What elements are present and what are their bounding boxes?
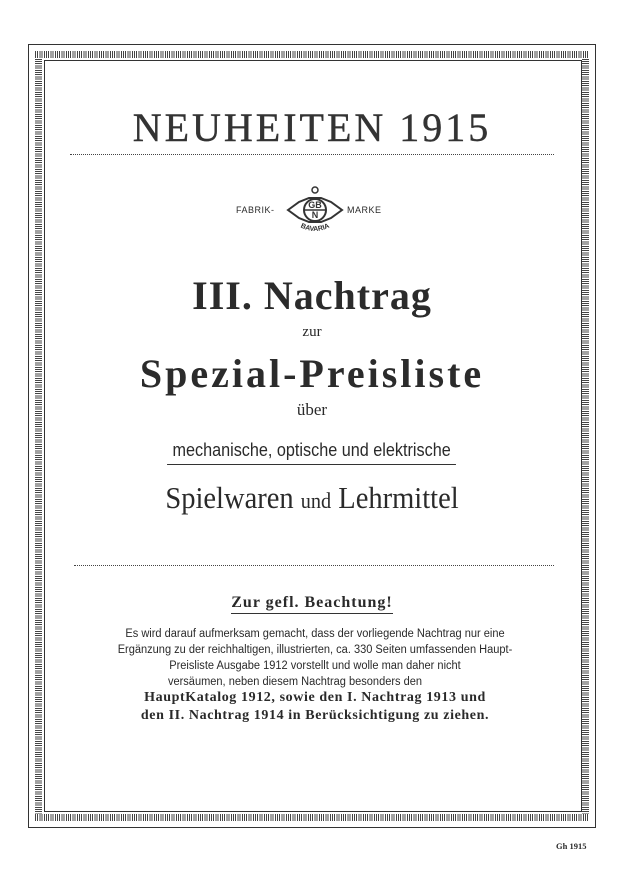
svg-text:BAVARIA: BAVARIA: [299, 222, 331, 234]
notice-line-4: versäumen, neben diesem Nachtrag besonders den: [167, 676, 423, 688]
notice-line-6: den II. Nachtrag 1914 in Berücksichtigung zu ziehen.: [140, 708, 490, 723]
subject-line: [25, 480, 599, 516]
notice-line-1: Es wird darauf aufmerksam gemacht, dass der vorliegende Nachtrag nur eine: [125, 628, 505, 640]
subject-lehrmittel: Lehrmittel: [338, 480, 459, 515]
notice-line-5: HauptKatalog 1912, sowie den I. Nachtrag 1913 und: [144, 690, 486, 705]
top-dotted-divider: [70, 154, 554, 155]
supplement-title: III. Nachtrag: [192, 273, 432, 318]
category-line: mechanische, optische und elektrische: [167, 440, 456, 465]
notice-line-2: Ergänzung zu der reichhaltigen, illustrierten, ca. 330 Seiten umfassenden Haupt-: [117, 644, 513, 656]
svg-text:N: N: [311, 210, 319, 220]
notice-heading: Zur gefl. Beachtung!: [231, 594, 392, 614]
subject-spielwaren: Spielwaren: [165, 480, 294, 515]
svg-text:GB: GB: [308, 200, 322, 210]
print-code: Gh 1915: [556, 841, 587, 851]
notice-heading-wrapper: [0, 594, 624, 614]
notice-line-3: Preisliste Ausgabe 1912 vorstellt und wolle man daher nicht: [169, 660, 461, 672]
trademark-right-label: MARKE: [347, 205, 382, 215]
price-list-title: Spezial-Preisliste: [139, 351, 485, 396]
category-line-wrapper: [0, 440, 624, 465]
trademark-left-label: FABRIK-: [236, 205, 275, 215]
page-title: NEUHEITEN 1915: [132, 105, 492, 150]
connector-ueber: über: [296, 400, 328, 419]
gbn-bavaria-logo: [285, 186, 345, 236]
connector-zur: zur: [302, 324, 322, 340]
middle-dotted-divider: [74, 565, 554, 566]
subject-und: und: [300, 488, 332, 513]
